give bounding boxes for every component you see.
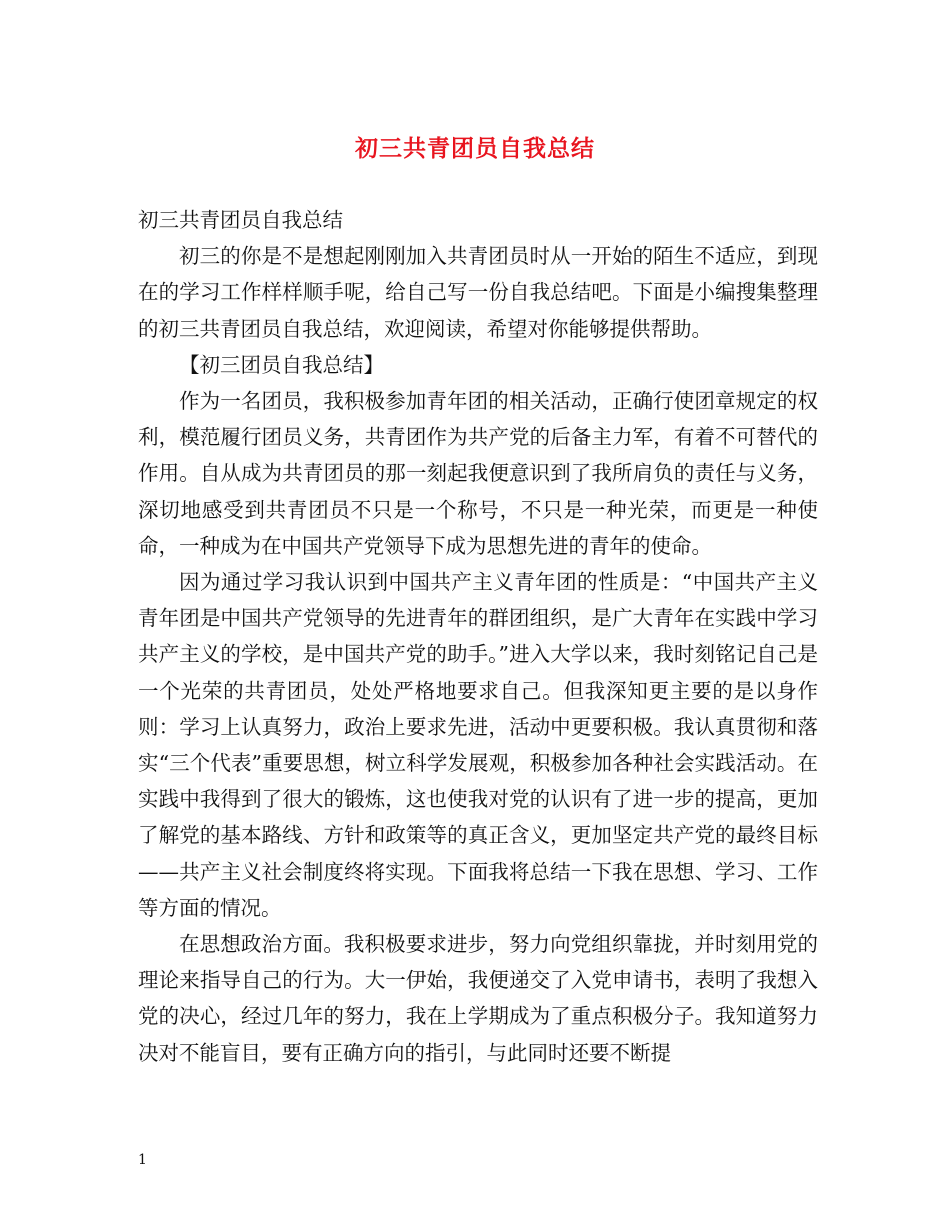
paragraph-1: 作为一名团员，我积极参加青年团的相关活动，正确行使团章规定的权利，模范履行团员义务，共青团作为共产党的后备主力军，有着不可替代的作用。自从成为共青团员的那一刻起我便意识到了我所肩负的责任与义务，深切地感受到共青团员不只是一个称号，不只是一种光荣，而更是一种使命，一种成为在中国共产党领导下成为思想先进的青年的使命。: [138, 389, 818, 558]
document-title: 初三共青团员自我总结: [355, 135, 595, 162]
paragraph-2: 因为通过学习我认识到中国共产主义青年团的性质是：“中国共产主义青年团是中国共产党领导的先进青年的群团组织，是广大青年在实践中学习共产主义的学校，是中国共产党的助手。”进入大学以来，我时刻铭记自己是一个光荣的共青团员，处处严格地要求自己。但我深知更主要的是以身作则：学习上认真努力，政治上要求先进，活动中更要积极。我认真贯彻和落实“三个代表”重要思想，树立科学发展观，积极参加各种社会实践活动。在实践中我得到了很大的锻炼，这也使我对党的认识有了进一步的提高，更加了解党的基本路线、方针和政策等的真正含义，更加坚定共产党的最终目标——共产主义社会制度终将实现。下面我将总结一下我在思想、学习、工作等方面的情况。: [138, 570, 818, 920]
section-heading: 【初三团员自我总结】: [179, 352, 384, 377]
document-subtitle: 初三共青团员自我总结: [138, 208, 343, 232]
page-number: 1: [138, 1152, 147, 1168]
paragraph-intro: 初三的你是不是想起刚刚加入共青团员时从一开始的陌生不适应，到现在的学习工作样样顺手呢，给自己写一份自我总结吧。下面是小编搜集整理的初三共青团员自我总结，欢迎阅读，希望对你能够提供帮助。: [138, 244, 818, 341]
paragraph-3: 在思想政治方面。我积极要求进步，努力向党组织靠拢，并时刻用党的理论来指导自己的行为。大一伊始，我便递交了入党申请书，表明了我想入党的决心，经过几年的努力，我在上学期成为了重点积极分子。我知道努力决对不能盲目，要有正确方向的指引，与此同时还要不断提: [138, 932, 818, 1065]
document-body: [138, 202, 818, 1071]
